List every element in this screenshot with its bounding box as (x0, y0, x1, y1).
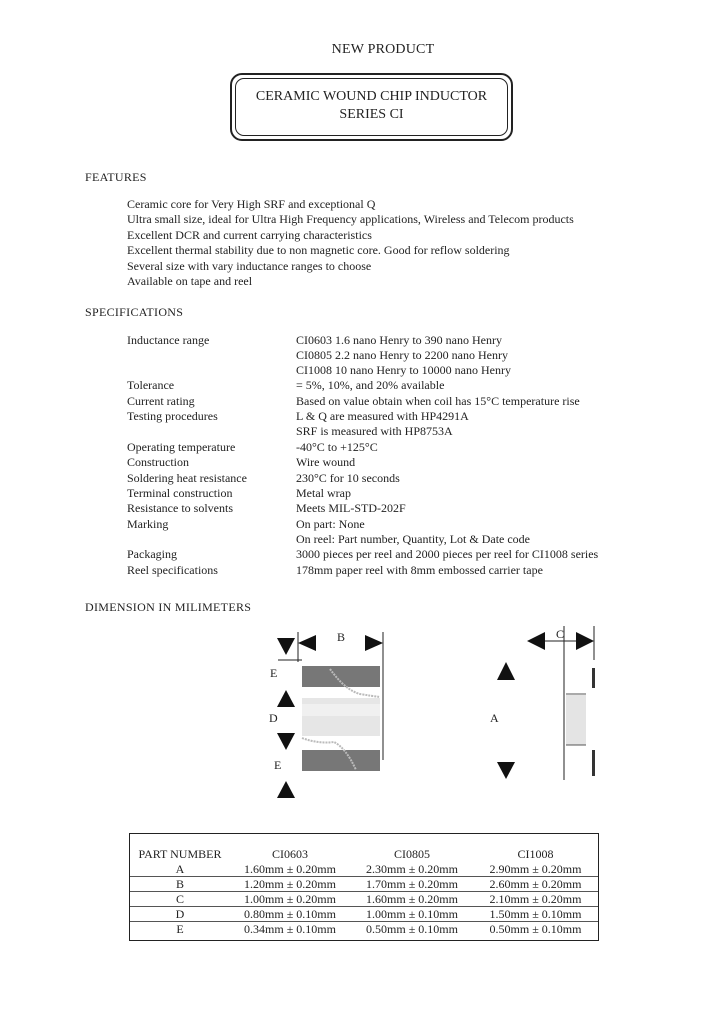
spec-label: Terminal construction (127, 486, 233, 500)
spec-value: L & Q are measured with HP4291A (296, 409, 469, 423)
d-arrow-down (277, 733, 295, 750)
dim-label-e-top: E (270, 666, 278, 680)
feature-item: Ceramic core for Very High SRF and exceptional Q (127, 197, 376, 211)
dim-label-b: B (337, 630, 346, 644)
table-cell: 2.60mm ± 0.20mm (489, 877, 582, 891)
dim-label-e-bottom: E (274, 758, 282, 772)
spec-label: Operating temperature (127, 440, 236, 454)
e-top-arrow (277, 638, 295, 655)
spec-label: Reel specifications (127, 563, 218, 577)
spec-value: Metal wrap (296, 486, 351, 500)
table-row (130, 877, 598, 892)
a-arrow-up (497, 662, 515, 680)
spec-value: CI1008 10 nano Henry to 10000 nano Henry (296, 363, 511, 377)
table-cell: 0.34mm ± 0.10mm (244, 922, 336, 936)
table-header-cell: CI1008 (517, 847, 554, 861)
table-cell: 0.80mm ± 0.10mm (244, 907, 336, 921)
spec-value: SRF is measured with HP8753A (296, 424, 453, 438)
feature-item: Available on tape and reel (127, 274, 253, 288)
table-cell: 2.10mm ± 0.20mm (489, 892, 582, 906)
dimension-heading: DIMENSION IN MILIMETERS (85, 600, 252, 614)
spec-value: Meets MIL-STD-202F (296, 501, 406, 515)
spec-value: CI0603 1.6 nano Henry to 390 nano Henry (296, 333, 502, 347)
table-cell: 1.70mm ± 0.20mm (366, 877, 458, 891)
title-line-2: SERIES CI (339, 107, 404, 122)
table-cell: 1.00mm ± 0.20mm (244, 892, 336, 906)
table-cell: 1.00mm ± 0.10mm (366, 907, 458, 921)
feature-item: Ultra small size, ideal for Ultra High Frequency applications, Wireless and Telecom products (127, 212, 574, 226)
table-cell: D (175, 907, 185, 921)
feature-item: Several size with vary inductance ranges to choose (127, 259, 372, 273)
side-terminal-bottom (592, 750, 595, 776)
dim-label-a: A (490, 711, 499, 725)
table-cell: 1.50mm ± 0.10mm (489, 907, 582, 921)
spec-value: 230°C for 10 seconds (296, 471, 400, 485)
dimension-table (129, 833, 599, 941)
table-row (130, 892, 598, 907)
spec-label: Tolerance (127, 378, 175, 392)
dim-label-c: C (556, 627, 565, 641)
d-arrow-up (277, 690, 295, 707)
e-bottom-arrow (277, 781, 295, 798)
side-core (566, 695, 586, 745)
spec-value: 3000 pieces per reel and 2000 pieces per reel for CI1008 series (296, 547, 599, 561)
spec-label: Soldering heat resistance (127, 471, 247, 485)
a-arrow-down (497, 762, 515, 779)
feature-item: Excellent DCR and current carrying characteristics (127, 228, 372, 242)
spec-label: Current rating (127, 394, 195, 408)
table-cell: 0.50mm ± 0.10mm (366, 922, 458, 936)
spec-label: Packaging (127, 547, 177, 561)
table-cell: 0.50mm ± 0.10mm (489, 922, 582, 936)
table-cell: E (176, 922, 184, 936)
spec-value: On reel: Part number, Quantity, Lot & Date code (296, 532, 531, 546)
table-header-cell: CI0603 (272, 847, 308, 861)
spec-label: Inductance range (127, 333, 210, 347)
title-line-1: CERAMIC WOUND CHIP INDUCTOR (255, 89, 488, 104)
spec-value: On part: None (296, 517, 365, 531)
table-cell: B (175, 877, 184, 891)
spec-label: Resistance to solvents (127, 501, 233, 515)
side-terminal-top (592, 668, 595, 688)
table-header-cell: CI0805 (394, 847, 430, 861)
core-body (302, 698, 380, 736)
c-arrow-right (576, 632, 594, 650)
table-cell: 2.90mm ± 0.20mm (489, 862, 582, 876)
table-cell: 1.60mm ± 0.20mm (366, 892, 458, 906)
feature-item: Excellent thermal stability due to non magnetic core. Good for reflow soldering (127, 243, 510, 257)
spec-label: Construction (127, 455, 189, 469)
b-arrow-left (298, 635, 316, 651)
bottom-terminal (302, 750, 380, 771)
table-cell: C (175, 892, 184, 906)
page-heading: NEW PRODUCT (331, 42, 435, 57)
spec-label: Testing procedures (127, 409, 218, 423)
specifications-heading: SPECIFICATIONS (85, 305, 184, 319)
table-cell: A (175, 862, 185, 876)
spec-value: Based on value obtain when coil has 15°C temperature rise (296, 394, 580, 408)
table-header-cell: PART NUMBER (138, 847, 222, 861)
core-body-highlight (302, 704, 380, 716)
b-arrow-right (365, 635, 383, 651)
spec-value: = 5%, 10%, and 20% available (296, 378, 445, 392)
table-cell: 1.60mm ± 0.20mm (244, 862, 336, 876)
spec-value: CI0805 2.2 nano Henry to 2200 nano Henry (296, 348, 508, 362)
spec-value: -40°C to +125°C (296, 440, 378, 454)
top-terminal (302, 666, 380, 687)
spec-value: Wire wound (296, 455, 356, 469)
c-arrow-left (527, 632, 545, 650)
table-header-row (130, 847, 598, 862)
table-row (130, 907, 598, 922)
spec-value: 178mm paper reel with 8mm embossed carrier tape (296, 563, 543, 577)
dim-label-d: D (269, 711, 278, 725)
spec-label: Marking (127, 517, 169, 531)
table-row (130, 862, 598, 877)
features-heading: FEATURES (85, 170, 147, 184)
table-cell: 1.20mm ± 0.20mm (244, 877, 336, 891)
table-cell: 2.30mm ± 0.20mm (366, 862, 458, 876)
table-row (130, 922, 598, 937)
